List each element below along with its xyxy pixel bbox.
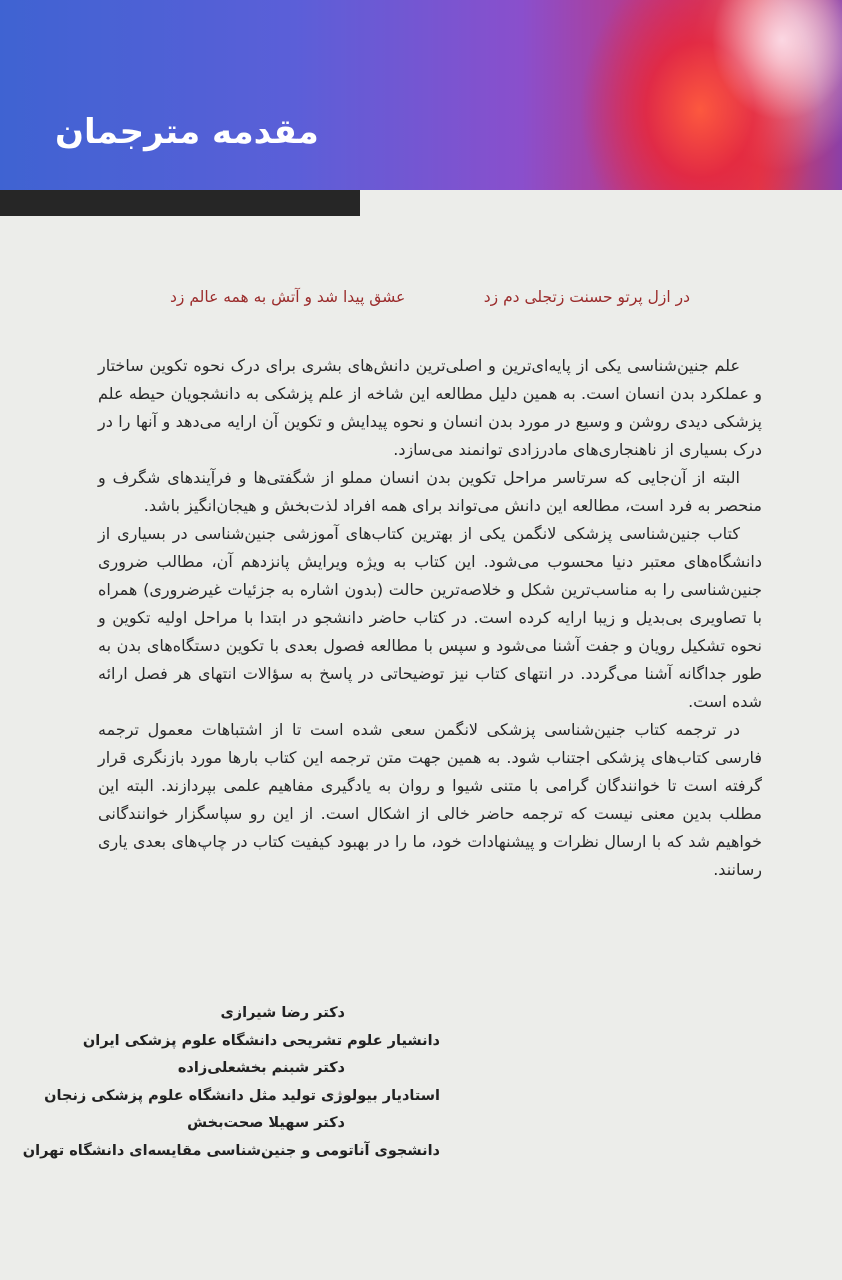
translator-3-name: دکتر سهیلا صحت‌بخش	[187, 1115, 345, 1131]
paragraph-1: علم جنین‌شناسی یکی از پایه‌ای‌ترین و اصلی‌ترین دانش‌های بشری برای درک نحوه تکوین ساختار و عملکرد بدن انسان است. به همین دلیل مطالعه این شاخه از علم پزشکی به دانشجویان حیطه علم پزشکی دیدی روشن و وسیع در مورد بدن انسان و نحوه پیدایش و تکوین آن ارایه می‌دهد و آنها را در درک بسیاری از ناهنجاری‌های مادرزادی توانمند می‌سازد.	[98, 356, 762, 459]
paragraph-2: البته از آن‌جایی که سرتاسر مراحل تکوین بدن انسان مملو از شگفتی‌ها و فرآیندهای شگرف و منحصر به فرد است، مطالعه این دانش می‌تواند برای همه افراد لذت‌بخش و هیجان‌انگیز باشد.	[98, 468, 762, 515]
poem-hemistich-left: عشق پیدا شد و آتش به همه عالم زد	[170, 288, 406, 306]
poem-hemistich-right: در ازل پرتو حسنت زتجلی دم زد	[483, 288, 690, 306]
preface-text	[98, 352, 762, 884]
translators-signature	[22, 1000, 440, 1165]
translator-1-affiliation: دانشیار علوم تشریحی دانشگاه علوم پزشکی ایران	[82, 1032, 440, 1049]
translator-2-affiliation: استادیار بیولوژی تولید مثل دانشگاه علوم پزشکی زنجان	[44, 1087, 440, 1104]
translator-1-name: دکتر رضا شیرازی	[220, 1005, 345, 1021]
paragraph-4: در ترجمه کتاب جنین‌شناسی پزشکی لانگمن سعی شده است تا از اشتباهات معمول ترجمه فارسی کتاب‌های پزشکی اجتناب شود. به همین جهت متن ترجمه این کتاب بارها مورد بازنگری قرار گرفته است تا خوانندگان گرامی با متنی شیوا و روان به یادگیری مفاهیم علمی بپردازند. البته این مطلب بدین معنی نیست که ترجمه حاضر خالی از اشکال است. از این رو سپاسگزار خوانندگانی خواهیم شد که با ارسال نظرات و پیشنهادات خود، ما را در بهبود کیفیت کتاب در چاپ‌های بعدی یاری رسانند.	[98, 720, 762, 879]
poem-verse	[170, 288, 690, 306]
page-title: مقدمه مترجمان	[55, 112, 319, 152]
translator-3-affiliation: دانشجوی آناتومی و جنین‌شناسی مقایسه‌ای دانشگاه تهران	[22, 1142, 440, 1159]
paragraph-3: کتاب جنین‌شناسی پزشکی لانگمن یکی از بهترین کتاب‌های آموزشی جنین‌شناسی در بسیاری از دانشگاه‌های معتبر دنیا محسوب می‌شود. این کتاب به ویژه ویرایش پانزدهم آن، مطالب ضروری جنین‌شناسی را به مناسب‌ترین شکل و خلاصه‌ترین حالت (بدون اشاره به جزئیات غیرضروری) همراه با تصاویری بی‌بدیل و زیبا ارایه کرده است. در کتاب حاضر دانشجو در ابتدا با مراحل اولیه تکوین و نحوه تشکیل رویان و جفت آشنا می‌شود و سپس با مطالعه فصول بعدی با تکوین دستگاه‌های بدن به طور جداگانه آشنا می‌گردد. در انتهای کتاب نیز توضیحاتی در پاسخ به سؤالات انتهای هر فصل ارائه شده است.	[98, 524, 762, 711]
translator-2-name: دکتر شبنم بخشعلی‌زاده	[177, 1060, 345, 1076]
